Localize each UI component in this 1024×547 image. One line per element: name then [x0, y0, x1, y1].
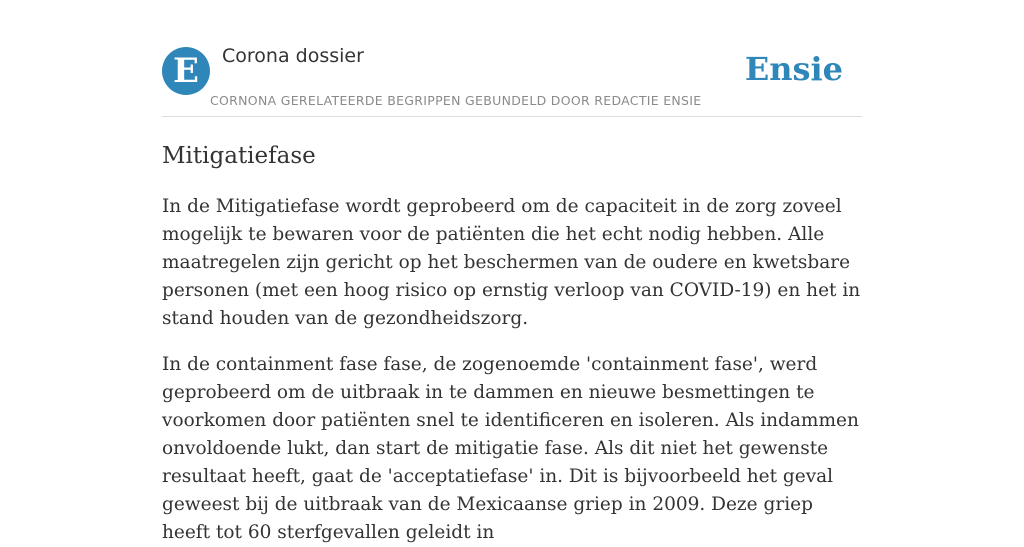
article-title: Mitigatiefase: [162, 143, 316, 169]
article-paragraph: In de Mitigatiefase wordt geprobeerd om de capaciteit in de zorg zoveel mogelijk te bewaren voor de patiënten die het echt nodig hebben. Alle maatregelen zijn gericht op het beschermen van de oudere en kwetsbare personen (met een hoog risico op ernstig verloop van COVID-19) en het in stand houden van de gezondheidszorg.: [162, 196, 861, 329]
dossier-header: [162, 0, 862, 117]
article-paragraph: In de containment fase fase, de zogenoemde 'containment fase', werd geprobeerd om de uitbraak in te dammen en nieuwe besmettingen te voorkomen door patiënten snel te identificeren en isoleren. Als indammen onvoldoende lukt, dan start de mitigatie fase. Als dit niet het gewenste resultaat heeft, gaat de 'acceptatiefase' in. Dit is bijvoorbeeld het geval geweest bij de uitbraak van de Mexicaanse griep in 2009. Deze griep heeft tot 60 sterfgevallen geleidt in: [162, 354, 859, 543]
ensie-brand-logo[interactable]: Ensie: [744, 50, 843, 88]
ensie-logo-icon[interactable]: E: [162, 47, 210, 95]
dossier-subtitle: CORNONA GERELATEERDE BEGRIPPEN GEBUNDELD DOOR REDACTIE ENSIE: [210, 93, 702, 108]
dossier-title[interactable]: Corona dossier: [222, 45, 364, 67]
content-container: [162, 0, 862, 547]
